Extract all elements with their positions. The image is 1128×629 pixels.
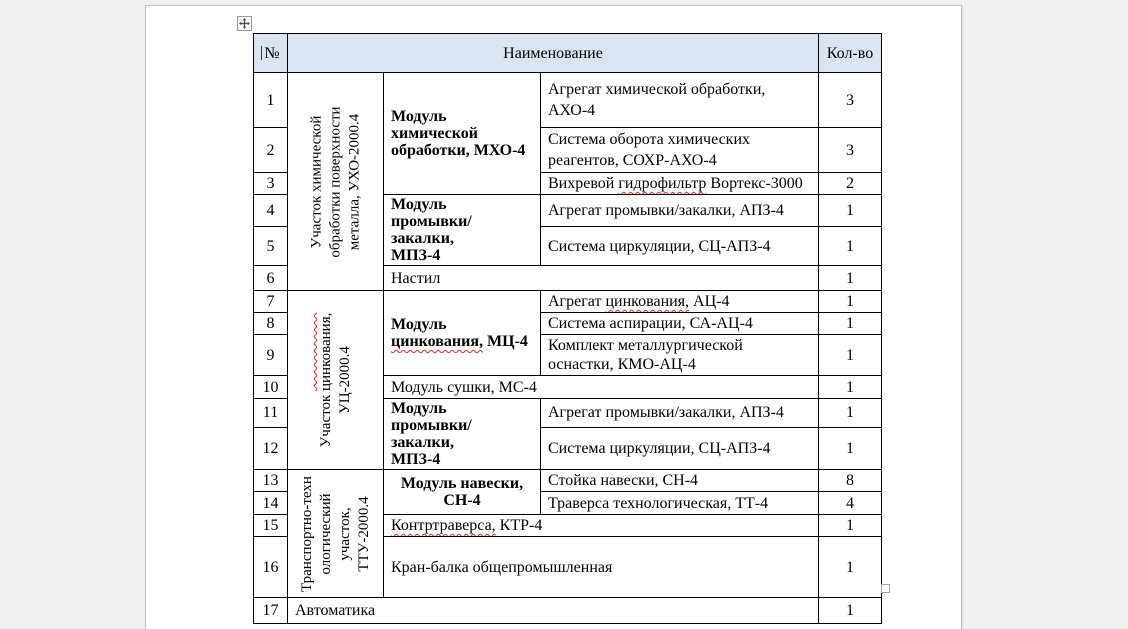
cell-qty-10[interactable]: 1 bbox=[819, 376, 882, 399]
cell-name-12[interactable]: Система циркуляции, СЦ-АПЗ-4 bbox=[541, 427, 819, 469]
table-row bbox=[254, 291, 882, 313]
cell-num-6[interactable]: 6 bbox=[254, 266, 288, 291]
cell-group-uho[interactable] bbox=[288, 73, 384, 291]
cell-qty-9[interactable]: 1 bbox=[819, 335, 882, 376]
cell-name-5[interactable]: Система циркуляции, СЦ-АПЗ-4 bbox=[541, 227, 819, 266]
cell-qty-7[interactable]: 1 bbox=[819, 291, 882, 313]
cell-name-14[interactable]: Траверса технологическая, ТТ-4 bbox=[541, 492, 819, 515]
header-cell-num[interactable] bbox=[254, 34, 288, 73]
cell-module-mpz-2[interactable] bbox=[384, 399, 541, 470]
cell-qty-11[interactable]: 1 bbox=[819, 399, 882, 428]
cell-qty-17[interactable]: 1 bbox=[819, 598, 882, 624]
move-arrows-icon bbox=[239, 18, 250, 29]
cell-num-3[interactable]: 3 bbox=[254, 173, 288, 195]
cell-module-mc[interactable] bbox=[384, 291, 541, 376]
cell-num-17[interactable]: 17 bbox=[254, 598, 288, 624]
table-row bbox=[254, 73, 882, 128]
cell-name-16[interactable]: Кран-балка общепромышленная bbox=[384, 537, 819, 598]
cell-qty-15[interactable]: 1 bbox=[819, 515, 882, 537]
cell-num-14[interactable]: 14 bbox=[254, 492, 288, 515]
group-uho-label: Участок химической обработки поверхности металла, УХО-2000.4 bbox=[308, 105, 362, 258]
table-header-row bbox=[254, 34, 882, 73]
misspelled-word: цинкования, bbox=[317, 312, 334, 391]
cell-num-8[interactable]: 8 bbox=[254, 313, 288, 335]
cell-num-11[interactable]: 11 bbox=[254, 399, 288, 428]
cell-qty-5[interactable]: 1 bbox=[819, 227, 882, 266]
cell-num-5[interactable]: 5 bbox=[254, 227, 288, 266]
cell-name-15[interactable]: Контртраверса, КТР-4 bbox=[384, 515, 819, 537]
cell-name-13[interactable]: Стойка навески, СН-4 bbox=[541, 470, 819, 492]
misspelled-word: Контртраверса, bbox=[391, 517, 496, 534]
cell-num-2[interactable]: 2 bbox=[254, 128, 288, 173]
cell-module-mxo[interactable] bbox=[384, 73, 541, 195]
header-name-label: Наименование bbox=[503, 44, 603, 62]
cell-num-15[interactable]: 15 bbox=[254, 515, 288, 537]
cell-qty-16[interactable]: 1 bbox=[819, 537, 882, 598]
misspelled-word: гидрофильтр bbox=[618, 175, 707, 192]
header-qty-label: Кол-во bbox=[826, 44, 874, 62]
cell-num-13[interactable]: 13 bbox=[254, 470, 288, 492]
cell-name-3[interactable]: Вихревой гидрофильтр Вортекс-3000 bbox=[541, 173, 819, 195]
cell-module-sn[interactable] bbox=[384, 470, 541, 515]
text-cursor bbox=[261, 46, 262, 60]
cell-qty-2[interactable]: 3 bbox=[819, 128, 882, 173]
cell-qty-14[interactable]: 4 bbox=[819, 492, 882, 515]
header-cell-qty[interactable] bbox=[819, 34, 882, 73]
misspelled-word: цинкования, bbox=[391, 333, 483, 350]
cell-num-10[interactable]: 10 bbox=[254, 376, 288, 399]
cell-module-mpz-1[interactable] bbox=[384, 195, 541, 266]
cell-name-17[interactable]: Автоматика bbox=[288, 598, 819, 624]
header-cell-name[interactable] bbox=[288, 34, 819, 73]
cell-qty-3[interactable]: 2 bbox=[819, 173, 882, 195]
group-uc-label: Участок цинкования, УЦ-2000.4 bbox=[317, 312, 353, 448]
cell-group-ttu[interactable] bbox=[288, 470, 384, 598]
module-mxo-label: Модуль химической обработки, МХО-4 bbox=[391, 108, 526, 159]
cell-group-uc[interactable] bbox=[288, 291, 384, 470]
cell-name-7[interactable]: Агрегат цинкования, АЦ-4 bbox=[541, 291, 819, 313]
misspelled-word: цинкования, bbox=[605, 293, 690, 310]
cell-name-11[interactable]: Агрегат промывки/закалки, АПЗ-4 bbox=[541, 399, 819, 428]
table-move-handle-icon[interactable] bbox=[237, 16, 252, 31]
cell-name-8[interactable]: Система аспирации, СА-АЦ-4 bbox=[541, 313, 819, 335]
cell-qty-12[interactable]: 1 bbox=[819, 427, 882, 469]
cell-num-12[interactable]: 12 bbox=[254, 427, 288, 469]
cell-num-4[interactable]: 4 bbox=[254, 195, 288, 227]
cell-name-1[interactable]: Агрегат химической обработки, АХО-4 bbox=[541, 73, 819, 128]
module-sn-label: Модуль навески, СН-4 bbox=[400, 475, 524, 509]
group-ttu-label: Транспортно-техн ологический участок, ТТУ-2000.4 bbox=[298, 475, 372, 592]
table-row bbox=[254, 470, 882, 492]
cell-name-10[interactable]: Модуль сушки, МС-4 bbox=[384, 376, 819, 399]
cell-qty-6[interactable]: 1 bbox=[819, 266, 882, 291]
cell-name-9[interactable]: Комплект металлургической оснастки, КМО-АЦ-4 bbox=[541, 335, 819, 376]
table-row bbox=[254, 598, 882, 624]
equipment-table bbox=[253, 33, 882, 624]
cell-qty-8[interactable]: 1 bbox=[819, 313, 882, 335]
cell-qty-13[interactable]: 8 bbox=[819, 470, 882, 492]
header-num-label: № bbox=[264, 44, 280, 62]
cell-num-9[interactable]: 9 bbox=[254, 335, 288, 376]
cell-qty-1[interactable]: 3 bbox=[819, 73, 882, 128]
cell-num-16[interactable]: 16 bbox=[254, 537, 288, 598]
cell-qty-4[interactable]: 1 bbox=[819, 195, 882, 227]
module-mc-label: Модуль цинкования, МЦ-4 bbox=[391, 316, 528, 350]
cell-name-2[interactable]: Система оборота химических реагентов, СОХР-АХО-4 bbox=[541, 128, 819, 173]
table-resize-handle[interactable] bbox=[881, 584, 890, 593]
cell-num-1[interactable]: 1 bbox=[254, 73, 288, 128]
cell-name-6[interactable]: Настил bbox=[384, 266, 819, 291]
module-mpz-label: Модуль промывки/закалки, МПЗ-4 bbox=[391, 196, 472, 264]
cell-name-4[interactable]: Агрегат промывки/закалки, АПЗ-4 bbox=[541, 195, 819, 227]
module-mpz-label: Модуль промывки/закалки, МПЗ-4 bbox=[391, 400, 472, 468]
cell-num-7[interactable]: 7 bbox=[254, 291, 288, 313]
